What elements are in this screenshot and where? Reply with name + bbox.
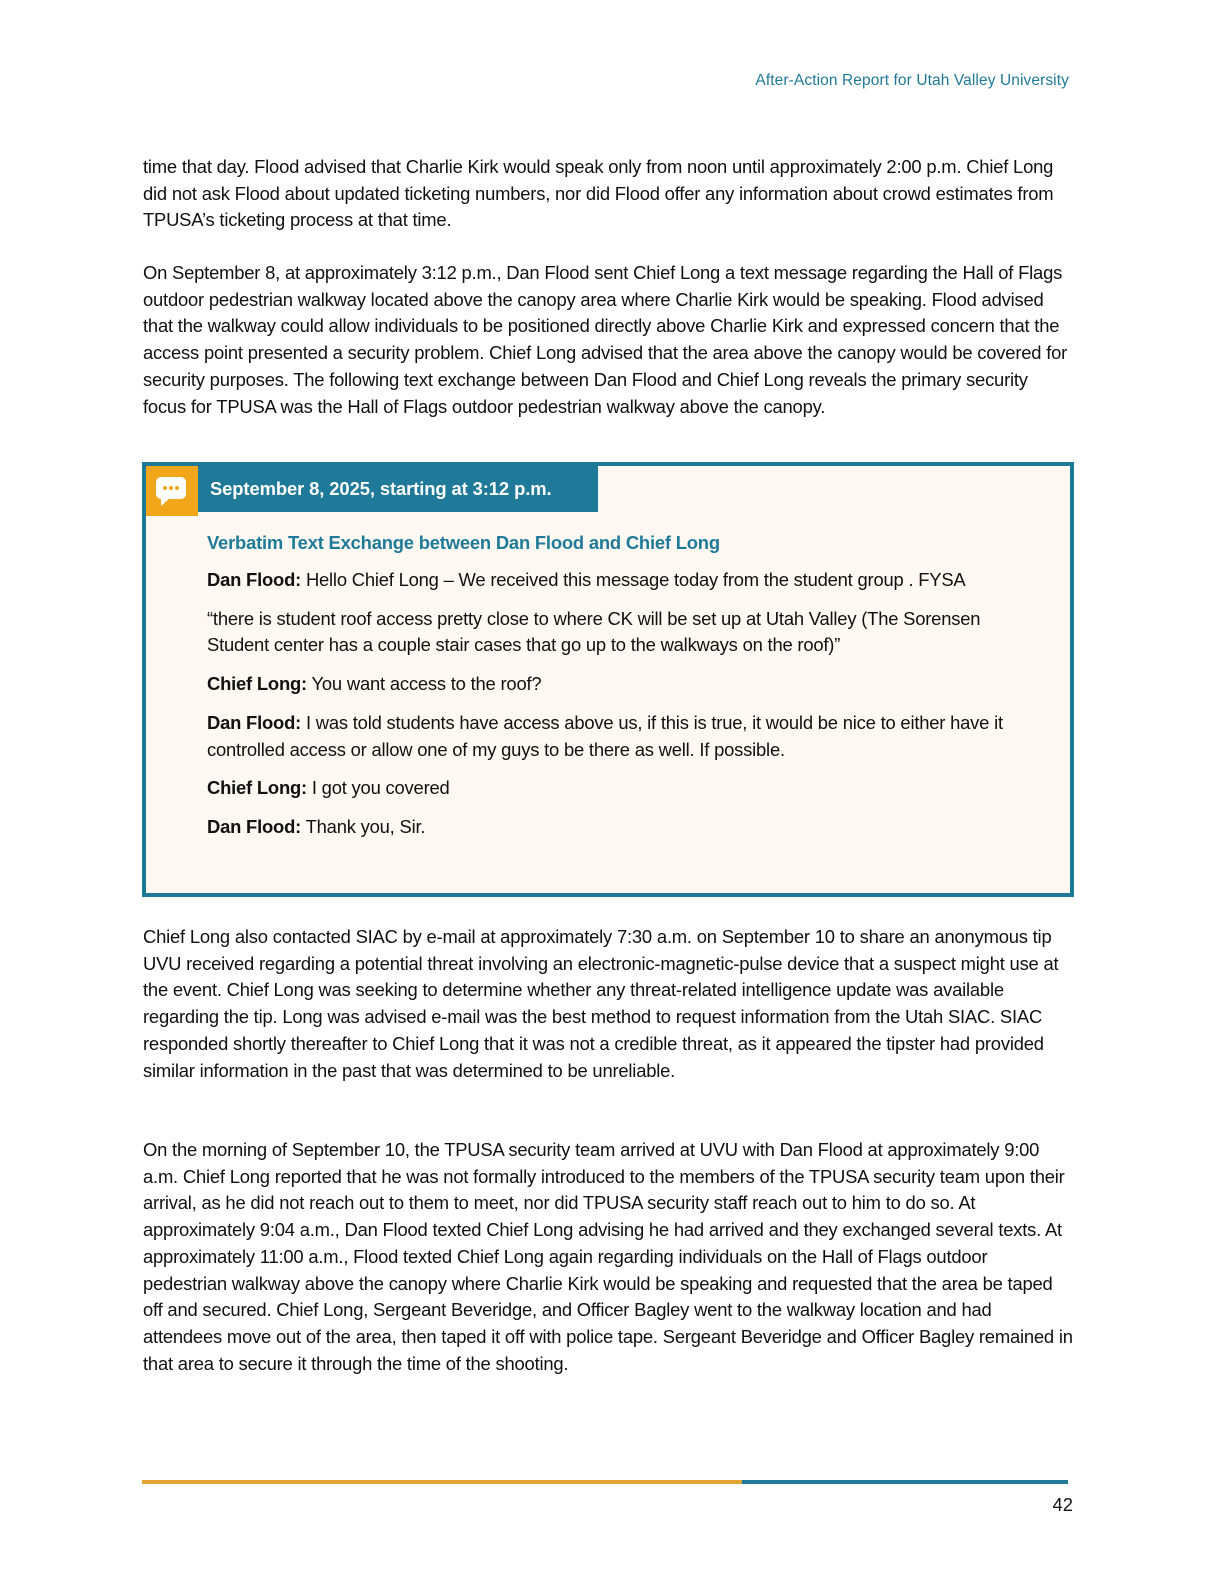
callout-icon-badge — [146, 466, 198, 516]
message-text: You want access to the roof? — [306, 673, 542, 695]
message-text: I got you covered — [306, 777, 450, 799]
paragraph-september-10-morning: On the morning of September 10, the TPUSA security team arrived at UVU with Dan Flood at approximately 9:00 a.m. Chief Long reported that he was not formally introduced to the members of the TPUSA security team upon their arrival, as he did not reach out to them to meet, nor did TPUSA security staff reach out to him to do so. At approximately 9:04 a.m., Dan Flood texted Chief Long advising he had arrived and they exchanged several texts. At approximately 11:00 a.m., Flood texted Chief Long again regarding individuals on the Hall of Flags outdoor pedestrian walkway above the canopy where Charlie Kirk would be speaking and requested that the area be taped off and secured. Chief Long, Sergeant Beveridge, and Officer Bagley went to the walkway location and had attendees move out of the area, then taped it off with police tape. Sergeant Beveridge and Officer Bagley remained in that area to secure it through the time of the shooting. — [143, 1139, 1073, 1374]
message-1 — [207, 567, 1027, 594]
message-5 — [207, 775, 1027, 802]
message-speaker: Chief Long: — [207, 673, 307, 695]
message-text: I was told students have access above us, if this is true, it would be nice to either have it controlled access or allow one of my guys to be there as well. If possible. — [207, 711, 1003, 760]
message-2-quoted — [207, 606, 1027, 659]
speech-bubble-icon — [156, 477, 186, 499]
message-speaker: Chief Long: — [207, 777, 307, 799]
message-speaker: Dan Flood: — [207, 569, 302, 590]
callout-body — [207, 530, 1027, 853]
message-text: Thank you, Sir. — [301, 815, 426, 837]
paragraph-continuation: time that day. Flood advised that Charlie Kirk would speak only from noon until approximately 2:00 p.m. Chief Long did not ask Flood about updated ticketing numbers, nor did Flood offer any information about crowd estimates from TPUSA’s ticketing process at that time. — [143, 156, 1054, 231]
paragraph-siac-contact: Chief Long also contacted SIAC by e-mail at approximately 7:30 a.m. on September 10 to share an anonymous tip UVU received regarding a potential threat involving an electronic-magnetic-pulse device that a suspect might use at the event. Chief Long was seeking to determine whether any threat-related intelligence update was available regarding the tip. Long was advised e-mail was the best method to request information from the Utah SIAC. SIAC responded shortly thereafter to Chief Long that it was not a credible threat, as it appeared the tipster had provided similar information in the past that was determined to be unreliable. — [143, 926, 1059, 1081]
footer-rule-gold — [142, 1480, 742, 1484]
callout-subtitle: Verbatim Text Exchange between Dan Flood and Chief Long — [207, 532, 720, 553]
page-number: 42 — [1052, 1494, 1073, 1515]
message-speaker: Dan Flood: — [207, 815, 302, 837]
footer-rule-blue — [742, 1480, 1068, 1484]
callout-banner-title: September 8, 2025, starting at 3:12 p.m. — [198, 466, 598, 512]
text-exchange-callout — [142, 462, 1074, 897]
message-speaker: Dan Flood: — [207, 711, 302, 733]
message-6 — [207, 814, 1027, 841]
running-header: After-Action Report for Utah Valley University — [755, 72, 1069, 89]
message-text: “there is student roof access pretty close to where CK will be set up at Utah Valley (The Sorensen Student center has a couple stair cases that go up to the walkways on the roof)” — [207, 607, 981, 656]
message-4 — [207, 710, 1027, 763]
message-text: Hello Chief Long – We received this message today from the student group . FYSA — [301, 569, 966, 590]
paragraph-september-8-text: On September 8, at approximately 3:12 p.m., Dan Flood sent Chief Long a text message regarding the Hall of Flags outdoor pedestrian walkway located above the canopy area where Charlie Kirk would be speaking. Flood advised that the walkway could allow individuals to be positioned directly above Charlie Kirk and expressed concern that the access point presented a security problem. Chief Long advised that the area above the canopy would be covered for security purposes. The following text exchange between Dan Flood and Chief Long reveals the primary security focus for TPUSA was the Hall of Flags outdoor pedestrian walkway above the canopy. — [143, 262, 1068, 417]
message-3 — [207, 671, 1027, 698]
